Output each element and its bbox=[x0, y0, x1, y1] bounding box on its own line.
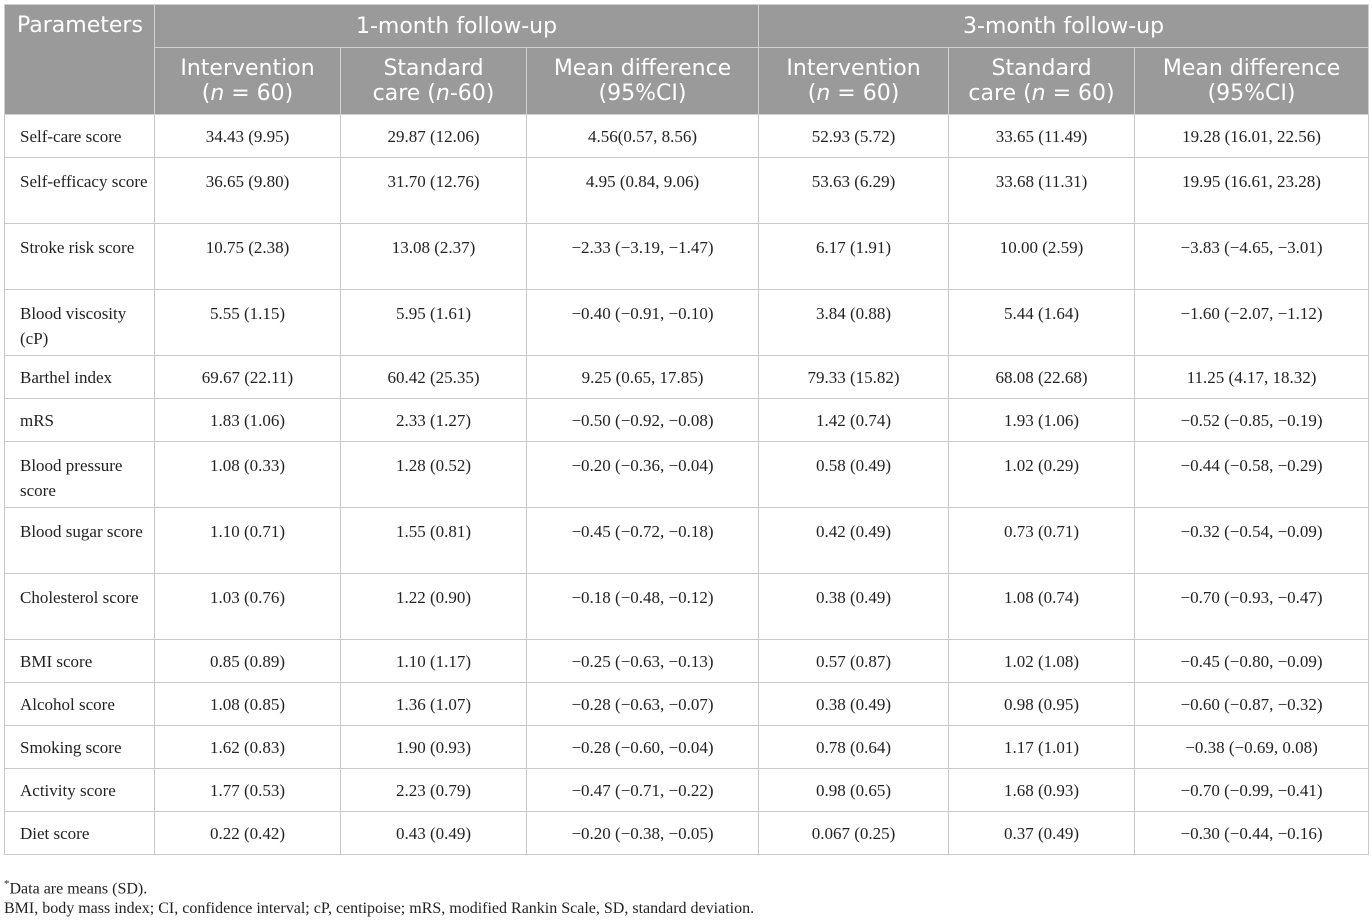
table-cell: −1.60 (−2.07, −1.12) bbox=[1135, 290, 1369, 356]
footnote-data-means bbox=[4, 873, 754, 898]
table-row bbox=[5, 115, 1369, 158]
table-cell: 1.77 (0.53) bbox=[155, 769, 341, 812]
table-cell: 19.28 (16.01, 22.56) bbox=[1135, 115, 1369, 158]
table-body bbox=[5, 115, 1369, 855]
table-cell: 0.73 (0.71) bbox=[949, 508, 1135, 574]
parameters-header: Parameters bbox=[5, 5, 155, 115]
table-cell: −0.44 (−0.58, −0.29) bbox=[1135, 442, 1369, 508]
table-cell: 1.08 (0.33) bbox=[155, 442, 341, 508]
table-cell: 52.93 (5.72) bbox=[759, 115, 949, 158]
table-cell: 1.17 (1.01) bbox=[949, 726, 1135, 769]
row-label: Self-efficacy score bbox=[5, 158, 155, 224]
table-row bbox=[5, 158, 1369, 224]
table-cell: 10.75 (2.38) bbox=[155, 224, 341, 290]
table-row bbox=[5, 442, 1369, 508]
table-cell: −0.40 (−0.91, −0.10) bbox=[527, 290, 759, 356]
row-label: Barthel index bbox=[5, 356, 155, 399]
column-header-line2: (95%CI) bbox=[1207, 81, 1296, 106]
table-cell: 2.23 (0.79) bbox=[341, 769, 527, 812]
table-row bbox=[5, 640, 1369, 683]
table-cell: 6.17 (1.91) bbox=[759, 224, 949, 290]
table-cell: 13.08 (2.37) bbox=[341, 224, 527, 290]
table-cell: 1.83 (1.06) bbox=[155, 399, 341, 442]
table-cell: −2.33 (−3.19, −1.47) bbox=[527, 224, 759, 290]
column-header-6 bbox=[1135, 48, 1369, 115]
table-cell: 1.10 (0.71) bbox=[155, 508, 341, 574]
row-label: Blood viscosity (cP) bbox=[5, 290, 155, 356]
table-cell: 1.55 (0.81) bbox=[341, 508, 527, 574]
table-cell: 4.56(0.57, 8.56) bbox=[527, 115, 759, 158]
table-cell: −0.70 (−0.99, −0.41) bbox=[1135, 769, 1369, 812]
row-label: Cholesterol score bbox=[5, 574, 155, 640]
table-cell: 19.95 (16.61, 23.28) bbox=[1135, 158, 1369, 224]
table-cell: 0.78 (0.64) bbox=[759, 726, 949, 769]
column-header-1 bbox=[155, 48, 341, 115]
column-header-5 bbox=[949, 48, 1135, 115]
column-header-line2: (n = 60) bbox=[201, 81, 294, 106]
row-label: Smoking score bbox=[5, 726, 155, 769]
column-header-line2: (95%CI) bbox=[598, 81, 687, 106]
table-cell: 36.65 (9.80) bbox=[155, 158, 341, 224]
results-table-container bbox=[4, 4, 1368, 855]
table-cell: 1.02 (1.08) bbox=[949, 640, 1135, 683]
table-cell: 1.90 (0.93) bbox=[341, 726, 527, 769]
table-row bbox=[5, 683, 1369, 726]
table-row bbox=[5, 812, 1369, 855]
table-row bbox=[5, 356, 1369, 399]
table-cell: 1.36 (1.07) bbox=[341, 683, 527, 726]
header-row-groups bbox=[5, 5, 1369, 48]
column-header-line1: Intervention bbox=[786, 56, 921, 81]
table-cell: 0.85 (0.89) bbox=[155, 640, 341, 683]
table-cell: 31.70 (12.76) bbox=[341, 158, 527, 224]
row-label: Self-care score bbox=[5, 115, 155, 158]
table-cell: 9.25 (0.65, 17.85) bbox=[527, 356, 759, 399]
table-cell: −0.60 (−0.87, −0.32) bbox=[1135, 683, 1369, 726]
row-label: BMI score bbox=[5, 640, 155, 683]
table-cell: 0.42 (0.49) bbox=[759, 508, 949, 574]
table-row bbox=[5, 399, 1369, 442]
table-cell: 1.02 (0.29) bbox=[949, 442, 1135, 508]
table-cell: 68.08 (22.68) bbox=[949, 356, 1135, 399]
table-cell: 1.93 (1.06) bbox=[949, 399, 1135, 442]
table-cell: −0.45 (−0.80, −0.09) bbox=[1135, 640, 1369, 683]
table-cell: −0.28 (−0.60, −0.04) bbox=[527, 726, 759, 769]
table-cell: −0.38 (−0.69, 0.08) bbox=[1135, 726, 1369, 769]
row-label: Diet score bbox=[5, 812, 155, 855]
footnote-marker: * bbox=[4, 878, 10, 890]
column-header-line1: Intervention bbox=[180, 56, 315, 81]
column-header-line1: Mean difference bbox=[1162, 56, 1341, 81]
table-cell: 11.25 (4.17, 18.32) bbox=[1135, 356, 1369, 399]
table-cell: 79.33 (15.82) bbox=[759, 356, 949, 399]
table-cell: −0.20 (−0.38, −0.05) bbox=[527, 812, 759, 855]
table-cell: 5.44 (1.64) bbox=[949, 290, 1135, 356]
group-header-1-month: 1-month follow-up bbox=[155, 5, 759, 48]
column-header-3 bbox=[527, 48, 759, 115]
table-cell: 34.43 (9.95) bbox=[155, 115, 341, 158]
table-cell: 0.43 (0.49) bbox=[341, 812, 527, 855]
table-cell: 1.03 (0.76) bbox=[155, 574, 341, 640]
table-cell: −0.70 (−0.93, −0.47) bbox=[1135, 574, 1369, 640]
column-header-line2: care (n-60) bbox=[372, 81, 495, 106]
table-cell: 33.68 (11.31) bbox=[949, 158, 1135, 224]
table-cell: 5.55 (1.15) bbox=[155, 290, 341, 356]
header-row-columns bbox=[5, 48, 1369, 115]
table-cell: −0.20 (−0.36, −0.04) bbox=[527, 442, 759, 508]
table-row bbox=[5, 726, 1369, 769]
table-cell: 10.00 (2.59) bbox=[949, 224, 1135, 290]
table-row bbox=[5, 574, 1369, 640]
table-cell: 1.22 (0.90) bbox=[341, 574, 527, 640]
results-table bbox=[4, 4, 1369, 855]
table-cell: 0.37 (0.49) bbox=[949, 812, 1135, 855]
table-cell: 3.84 (0.88) bbox=[759, 290, 949, 356]
row-label: Blood sugar score bbox=[5, 508, 155, 574]
table-cell: 5.95 (1.61) bbox=[341, 290, 527, 356]
table-cell: −0.28 (−0.63, −0.07) bbox=[527, 683, 759, 726]
row-label: Blood pressure score bbox=[5, 442, 155, 508]
table-cell: −0.50 (−0.92, −0.08) bbox=[527, 399, 759, 442]
table-cell: −0.47 (−0.71, −0.22) bbox=[527, 769, 759, 812]
footnote-1-text: Data are means (SD). bbox=[9, 880, 148, 898]
table-row bbox=[5, 290, 1369, 356]
table-cell: 69.67 (22.11) bbox=[155, 356, 341, 399]
row-label: mRS bbox=[5, 399, 155, 442]
row-label: Stroke risk score bbox=[5, 224, 155, 290]
table-cell: 33.65 (11.49) bbox=[949, 115, 1135, 158]
column-header-2 bbox=[341, 48, 527, 115]
table-cell: 0.067 (0.25) bbox=[759, 812, 949, 855]
footnote-abbreviations: BMI, body mass index; CI, confidence interval; cP, centipoise; mRS, modified Rankin Scale, SD, standard deviation. bbox=[4, 900, 755, 917]
table-row bbox=[5, 769, 1369, 812]
table-cell: 53.63 (6.29) bbox=[759, 158, 949, 224]
table-cell: 0.98 (0.95) bbox=[949, 683, 1135, 726]
table-cell: 0.38 (0.49) bbox=[759, 574, 949, 640]
table-cell: 1.42 (0.74) bbox=[759, 399, 949, 442]
row-label: Alcohol score bbox=[5, 683, 155, 726]
table-footnotes bbox=[4, 873, 754, 923]
table-cell: 4.95 (0.84, 9.06) bbox=[527, 158, 759, 224]
column-header-line1: Mean difference bbox=[553, 56, 732, 81]
column-header-line1: Standard bbox=[991, 56, 1092, 81]
table-cell: 1.10 (1.17) bbox=[341, 640, 527, 683]
column-header-line2: care (n = 60) bbox=[968, 81, 1115, 106]
table-cell: 0.38 (0.49) bbox=[759, 683, 949, 726]
table-cell: −0.45 (−0.72, −0.18) bbox=[527, 508, 759, 574]
table-cell: 1.08 (0.85) bbox=[155, 683, 341, 726]
column-header-line1: Standard bbox=[383, 56, 484, 81]
table-cell: 1.28 (0.52) bbox=[341, 442, 527, 508]
table-cell: −0.25 (−0.63, −0.13) bbox=[527, 640, 759, 683]
table-cell: 0.57 (0.87) bbox=[759, 640, 949, 683]
table-cell: 60.42 (25.35) bbox=[341, 356, 527, 399]
table-row bbox=[5, 224, 1369, 290]
table-cell: 0.98 (0.65) bbox=[759, 769, 949, 812]
column-header-line2: (n = 60) bbox=[807, 81, 900, 106]
column-header-4 bbox=[759, 48, 949, 115]
table-cell: 1.68 (0.93) bbox=[949, 769, 1135, 812]
table-cell: 0.22 (0.42) bbox=[155, 812, 341, 855]
table-cell: 0.58 (0.49) bbox=[759, 442, 949, 508]
table-cell: 29.87 (12.06) bbox=[341, 115, 527, 158]
table-cell: −3.83 (−4.65, −3.01) bbox=[1135, 224, 1369, 290]
table-cell: −0.52 (−0.85, −0.19) bbox=[1135, 399, 1369, 442]
table-cell: 1.08 (0.74) bbox=[949, 574, 1135, 640]
table-cell: 1.62 (0.83) bbox=[155, 726, 341, 769]
table-cell: −0.18 (−0.48, −0.12) bbox=[527, 574, 759, 640]
group-header-3-month: 3-month follow-up bbox=[759, 5, 1369, 48]
table-cell: 2.33 (1.27) bbox=[341, 399, 527, 442]
table-cell: −0.30 (−0.44, −0.16) bbox=[1135, 812, 1369, 855]
row-label: Activity score bbox=[5, 769, 155, 812]
table-cell: −0.32 (−0.54, −0.09) bbox=[1135, 508, 1369, 574]
table-row bbox=[5, 508, 1369, 574]
